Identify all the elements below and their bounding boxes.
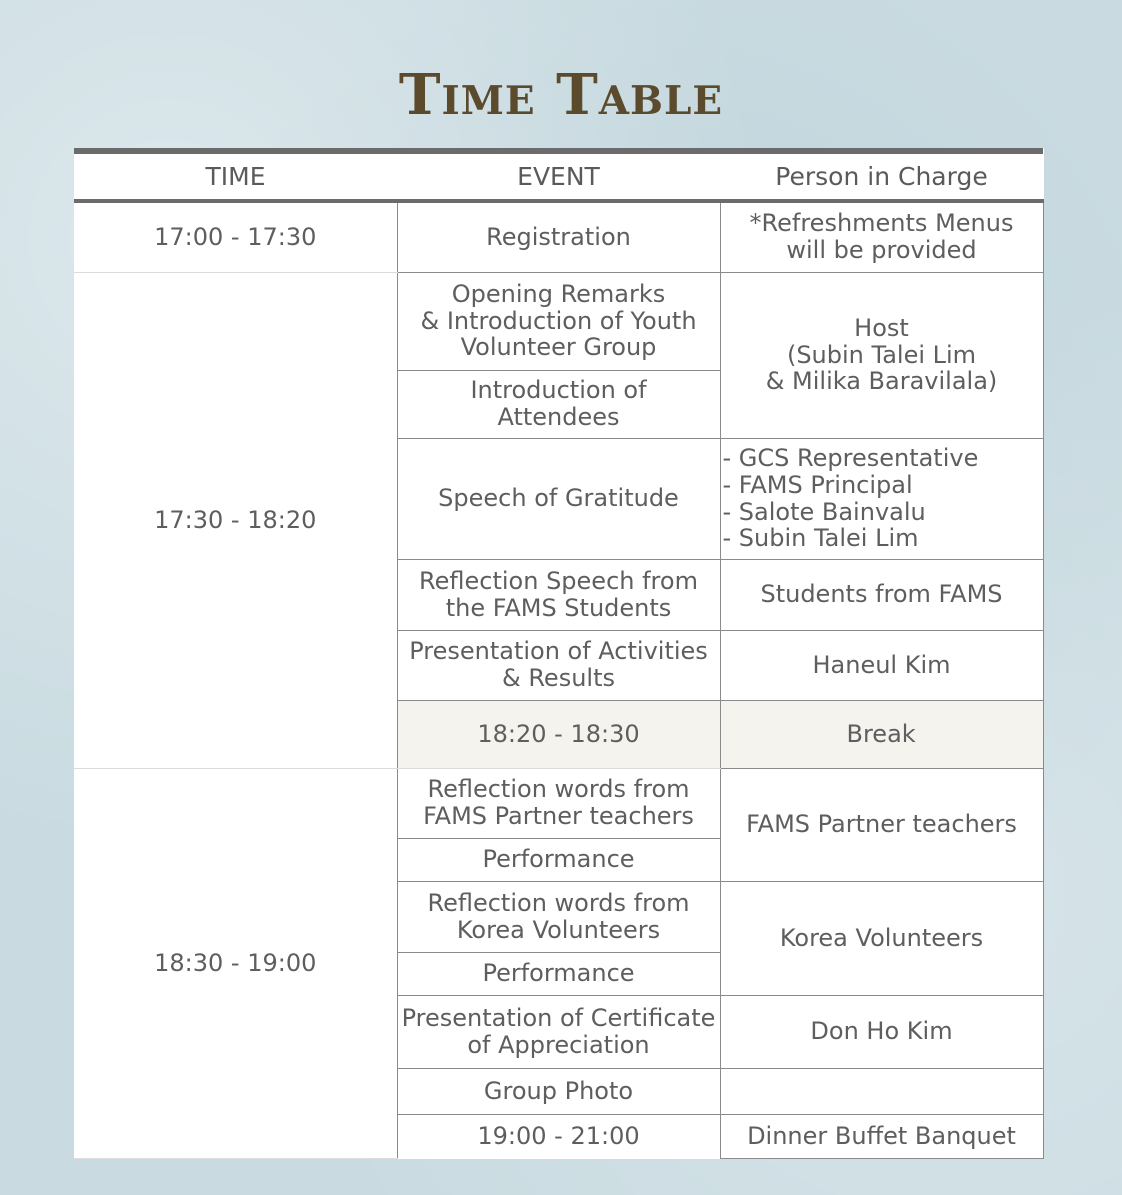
header-event: EVENT <box>397 151 720 201</box>
event-cell: Reflection Speech from the FAMS Students <box>397 559 720 630</box>
person-cell: Students from FAMS <box>720 559 1043 630</box>
table-row <box>74 272 1043 370</box>
time-cell: 19:00 - 21:00 <box>397 1114 720 1158</box>
person-cell: Korea Volunteers <box>720 881 1043 995</box>
event-cell: Introduction of Attendees <box>397 370 720 438</box>
event-cell: Speech of Gratitude <box>397 438 720 559</box>
event-cell: Break <box>720 700 1043 768</box>
person-cell: Host (Subin Talei Lim & Milika Baravilala) <box>720 272 1043 438</box>
event-cell: Performance <box>397 838 720 881</box>
event-cell: Presentation of Activities & Results <box>397 630 720 700</box>
person-cell: Haneul Kim <box>720 630 1043 700</box>
person-cell: Don Ho Kim <box>720 995 1043 1068</box>
person-cell: *Refreshments Menus will be provided <box>720 201 1043 272</box>
person-cell: - GCS Representative - FAMS Principal - Salote Bainvalu - Subin Talei Lim <box>720 438 1043 559</box>
event-cell: Opening Remarks & Introduction of Youth Volunteer Group <box>397 272 720 370</box>
person-cell <box>720 1068 1043 1114</box>
event-cell: Reflection words from Korea Volunteers <box>397 881 720 952</box>
header-person: Person in Charge <box>720 151 1043 201</box>
table-row <box>74 201 1043 272</box>
time-cell: 17:00 - 17:30 <box>74 201 397 272</box>
time-cell: 17:30 - 18:20 <box>74 272 397 768</box>
event-cell: Registration <box>397 201 720 272</box>
event-cell: Performance <box>397 952 720 995</box>
event-cell: Reflection words from FAMS Partner teachers <box>397 768 720 838</box>
table-header <box>74 151 1043 201</box>
event-cell: Group Photo <box>397 1068 720 1114</box>
person-cell: FAMS Partner teachers <box>720 768 1043 881</box>
page-title: Time Table <box>398 62 724 128</box>
event-cell: Presentation of Certificate of Appreciation <box>397 995 720 1068</box>
event-cell: Dinner Buffet Banquet <box>720 1114 1043 1158</box>
time-table <box>74 148 1044 1159</box>
time-cell: 18:30 - 19:00 <box>74 768 397 1158</box>
time-cell: 18:20 - 18:30 <box>397 700 720 768</box>
table-row <box>74 768 1043 838</box>
header-time: TIME <box>74 151 397 201</box>
